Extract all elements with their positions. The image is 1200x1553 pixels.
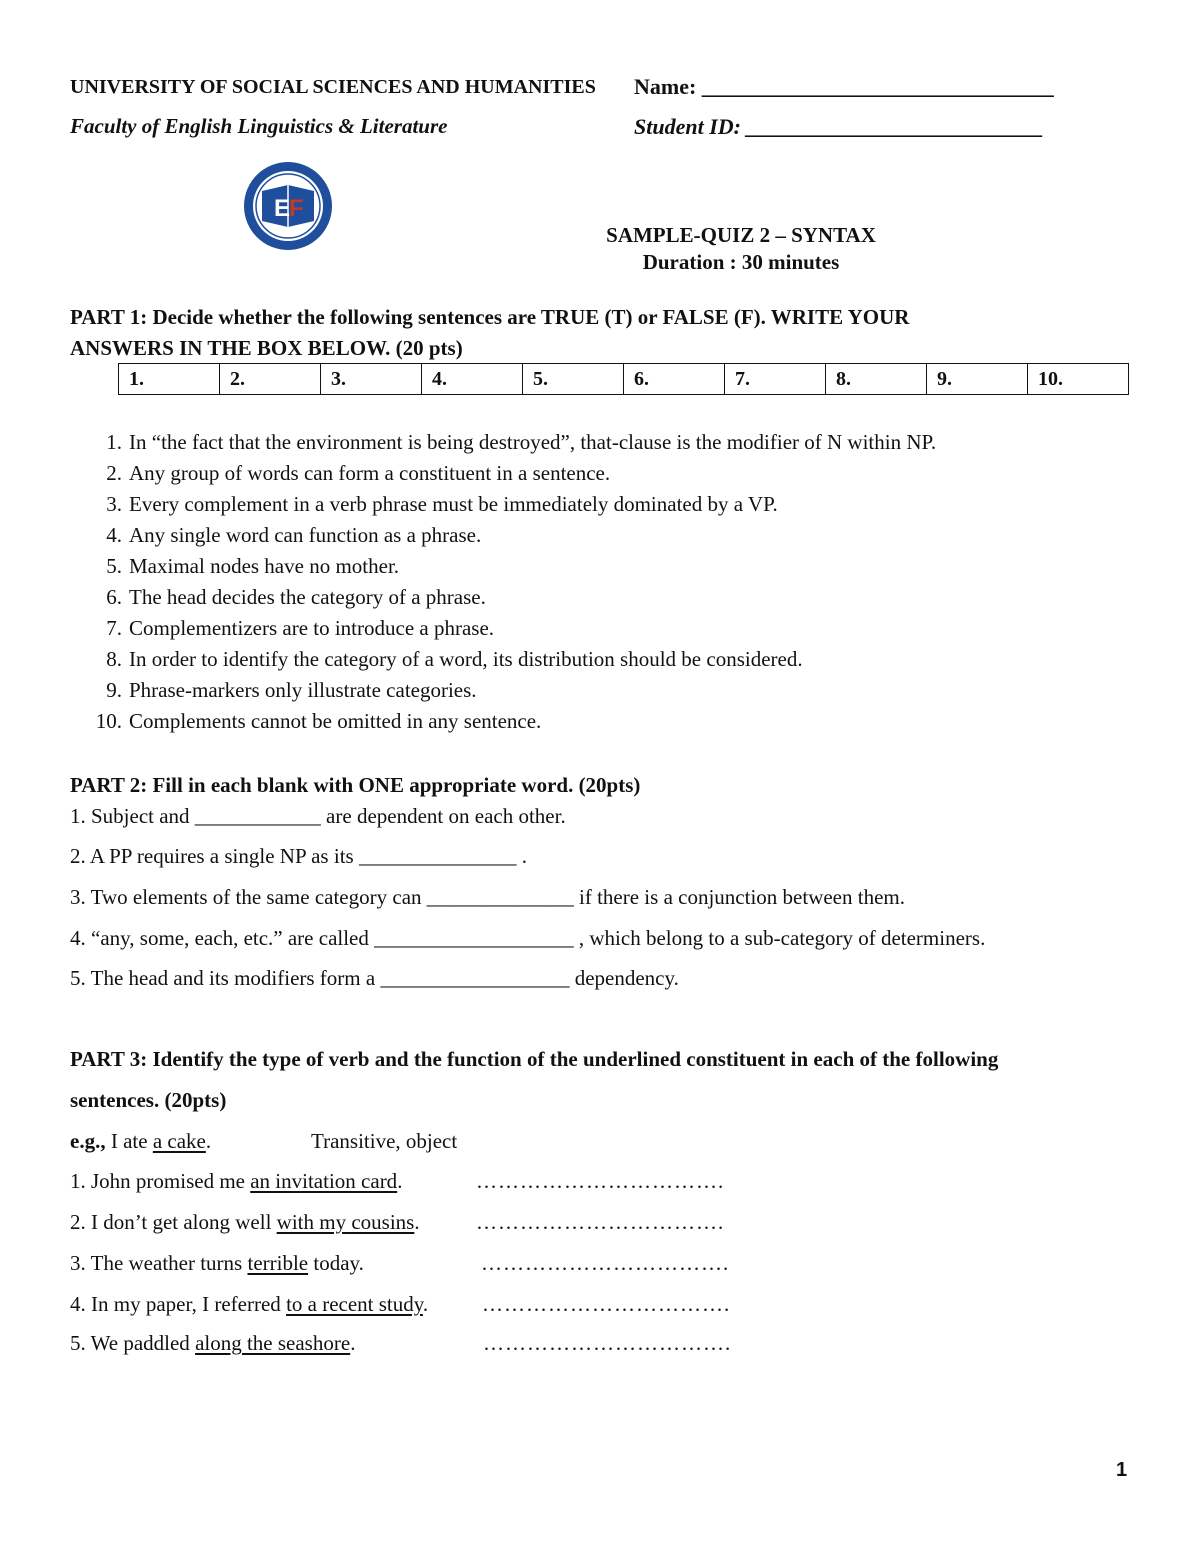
faculty-logo — [240, 161, 336, 251]
sentence-text: 3. The weather turns — [70, 1251, 248, 1275]
underlined-constituent: along the seashore — [195, 1331, 351, 1355]
sentence-text: 5. We paddled — [70, 1331, 196, 1355]
tf-item-text: Phrase-markers only illustrate categories. — [129, 678, 477, 702]
underlined-constituent: a cake — [152, 1129, 206, 1153]
underlined-constituent: to a recent study — [286, 1292, 423, 1316]
tf-item — [88, 585, 486, 610]
tf-item — [88, 709, 541, 734]
answer-cell[interactable]: 6. — [624, 364, 725, 395]
example-answer: Transitive, object — [311, 1129, 458, 1153]
sentence-text: . — [350, 1331, 356, 1355]
answer-dots[interactable]: ……………………………. — [476, 1210, 725, 1234]
answer-cell[interactable]: 4. — [422, 364, 523, 395]
identify-item — [70, 1210, 420, 1235]
fill-blank-item[interactable]: 4. “any, some, each, etc.” are called ___________________ , which belong to a sub-category of determiners. — [70, 926, 986, 950]
answer-box — [118, 363, 1129, 395]
student-id-field[interactable]: Student ID: ___________________________ — [634, 114, 1044, 139]
underlined-constituent: with my cousins — [276, 1210, 415, 1234]
underlined-constituent: an invitation card — [250, 1169, 398, 1193]
identify-item — [70, 1251, 364, 1276]
faculty-logo-emblem — [240, 161, 336, 251]
tf-item-number: 8. — [106, 647, 122, 671]
name-field[interactable]: Name: ________________________________ — [634, 74, 1054, 99]
tf-item-number: 9. — [106, 678, 122, 702]
sentence-text: I ate — [105, 1129, 153, 1153]
example-label: e.g., — [70, 1129, 106, 1153]
tf-item-text: Every complement in a verb phrase must be immediately dominated by a VP. — [129, 492, 778, 516]
tf-item-text: Any single word can function as a phrase. — [129, 523, 482, 547]
tf-item — [88, 616, 494, 641]
fill-blank-item[interactable]: 5. The head and its modifiers form a __________________ dependency. — [70, 966, 679, 990]
answer-cell[interactable]: 9. — [927, 364, 1028, 395]
answer-cell[interactable]: 3. — [321, 364, 422, 395]
tf-item-number: 2. — [106, 461, 122, 485]
answer-cell[interactable]: 7. — [725, 364, 826, 395]
tf-item-number: 3. — [106, 492, 122, 516]
part1-heading-line1: PART 1: Decide whether the following sentences are TRUE (T) or FALSE (F). WRITE YOUR — [70, 305, 910, 329]
sentence-text: . — [414, 1210, 420, 1234]
sentence-text: 4. In my paper, I referred — [70, 1292, 287, 1316]
tf-item-number: 5. — [106, 554, 122, 578]
page-number: 1 — [1116, 1459, 1128, 1481]
university-name: UNIVERSITY OF SOCIAL SCIENCES AND HUMANITIES — [70, 76, 596, 98]
answer-dots[interactable]: ……………………………. — [481, 1251, 730, 1275]
answer-dots[interactable]: ……………………………. — [476, 1169, 725, 1193]
logo-letter-e: E — [274, 195, 291, 222]
sentence-text: . — [205, 1129, 212, 1153]
tf-item-number: 10. — [95, 709, 122, 733]
logo-letter-f: F — [289, 195, 304, 222]
tf-item-number: 6. — [106, 585, 122, 609]
tf-item-text: The head decides the category of a phrase. — [129, 585, 486, 609]
part1-heading-line2: ANSWERS IN THE BOX BELOW. (20 pts) — [70, 336, 463, 360]
tf-item-text: Maximal nodes have no mother. — [129, 554, 400, 578]
tf-item-number: 1. — [106, 430, 122, 454]
tf-item — [88, 461, 610, 486]
underlined-constituent: terrible — [247, 1251, 309, 1275]
tf-item — [88, 492, 778, 517]
answer-dots[interactable]: ……………………………. — [483, 1331, 732, 1355]
tf-item-number: 7. — [106, 616, 122, 640]
tf-item-text: In order to identify the category of a word, its distribution should be considered. — [129, 647, 803, 671]
tf-item-text: Complementizers are to introduce a phrase. — [129, 616, 495, 640]
quiz-title: SAMPLE-QUIZ 2 – SYNTAX — [606, 223, 876, 247]
answer-cell[interactable]: 8. — [826, 364, 927, 395]
identify-item — [70, 1331, 355, 1356]
tf-item-text: In “the fact that the environment is being destroyed”, that-clause is the modifier of N within NP. — [129, 430, 937, 454]
quiz-duration: Duration : 30 minutes — [642, 250, 840, 274]
fill-blank-item[interactable]: 3. Two elements of the same category can ______________ if there is a conjunction between them. — [70, 885, 905, 909]
answer-cell[interactable]: 2. — [220, 364, 321, 395]
part3-heading-line2: sentences. (20pts) — [70, 1088, 227, 1112]
answer-dots[interactable]: ……………………………. — [482, 1292, 731, 1316]
faculty-name: Faculty of English Linguistics & Literature — [70, 114, 448, 138]
tf-item — [88, 678, 477, 703]
answer-cell[interactable]: 5. — [523, 364, 624, 395]
sentence-text: . — [422, 1292, 429, 1316]
tf-item-text: Complements cannot be omitted in any sentence. — [129, 709, 542, 733]
tf-item — [88, 430, 936, 455]
sentence-text: . — [397, 1169, 403, 1193]
sentence-text: 2. I don’t get along well — [70, 1210, 277, 1234]
sentence-text: today. — [308, 1251, 364, 1275]
fill-blank-item[interactable]: 2. A PP requires a single NP as its _______________ . — [70, 844, 527, 868]
tf-item-text: Any group of words can form a constituent in a sentence. — [129, 461, 611, 485]
part2-heading: PART 2: Fill in each blank with ONE appropriate word. (20pts) — [70, 773, 641, 797]
tf-item — [88, 523, 481, 548]
answer-cell[interactable]: 1. — [119, 364, 220, 395]
example-sentence — [70, 1129, 211, 1154]
answer-cell[interactable]: 10. — [1028, 364, 1129, 395]
identify-item — [70, 1169, 402, 1194]
sentence-text: 1. John promised me — [70, 1169, 251, 1193]
fill-blank-item[interactable]: 1. Subject and ____________ are dependent on each other. — [70, 804, 566, 828]
tf-item — [88, 554, 399, 579]
tf-item-number: 4. — [106, 523, 122, 547]
tf-item — [88, 647, 803, 672]
identify-item — [70, 1292, 428, 1317]
part3-heading-line1: PART 3: Identify the type of verb and the function of the underlined constituent in each of the following — [70, 1047, 999, 1071]
